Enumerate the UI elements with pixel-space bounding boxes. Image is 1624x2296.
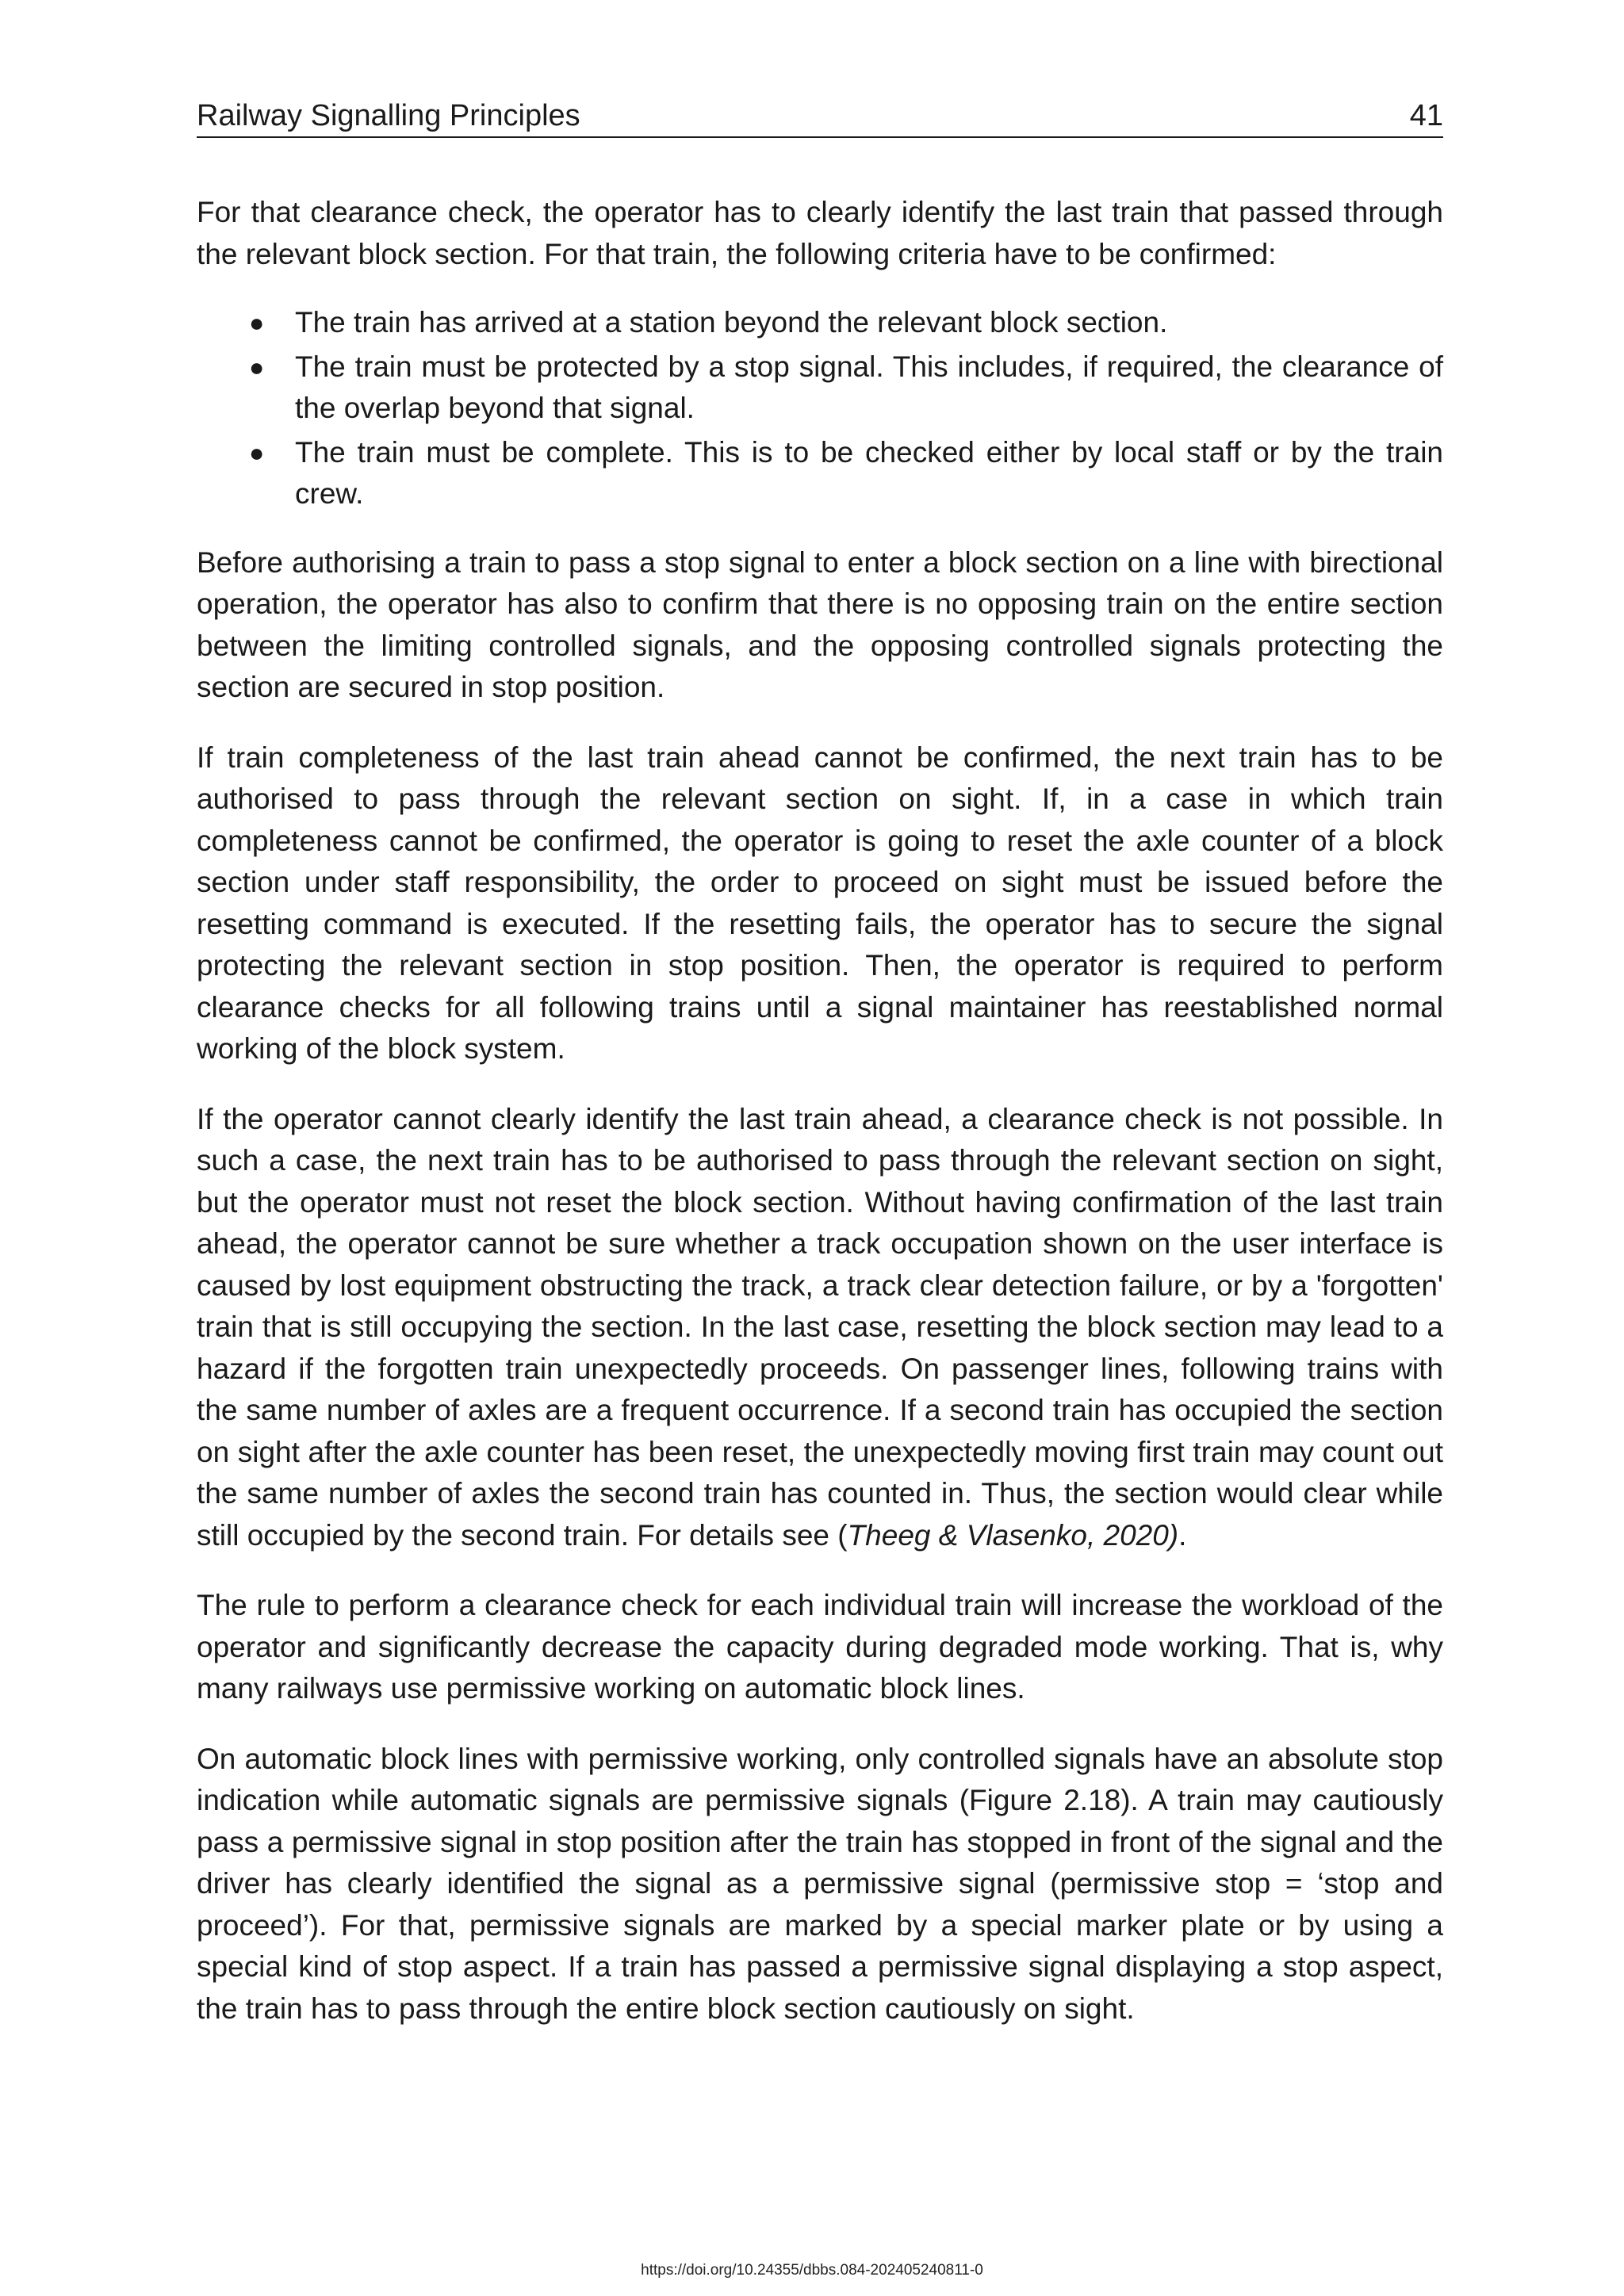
main-text (197, 192, 1443, 2030)
paragraph-intro: For that clearance check, the operator has to clearly identify the last train that passed through the relevant block section. For that train, the following criteria have to be confirmed: (197, 196, 1443, 270)
paragraph-bidirectional: Before authorising a train to pass a stop signal to enter a block section on a line with birectional operation, the operator has also to confirm that there is no opposing train on the entire section between the limiting controlled signals, and the opposing controlled signals protecting the section are secured in stop position. (197, 545, 1443, 703)
header-title: Railway Signalling Principles (197, 99, 580, 132)
citation: Theeg & Vlasenko, 2020) (847, 1518, 1179, 1552)
bullet-icon: ● (249, 438, 265, 467)
page-number: 41 (1409, 99, 1443, 132)
paragraph-identification: If the operator cannot clearly identify the last train ahead, a clearance check is not possible. In such a case, the next train has to be authorised to pass through the relevant section on sight, but the operator must not reset the block section. Without having confirmation of the last train ahead, the operator cannot be sure whether a track occupation shown on the user interface is caused by lost equipment obstructing the track, a track clear detection failure, or by a 'forgotten' train that is still occupying the section. In the last case, resetting the block section may lead to a hazard if the forgotten train unexpectedly proceeds. On passenger lines, following trains with the same number of axles are a frequent occurrence. If a second train has occupied the section on sight after the axle counter has been reset, the unexpectedly moving first train may count out the same number of axles the second train has counted in. Thus, the section would clear while still occupied by the second train. For details see (Theeg & Vlasenko, 2020). (197, 1102, 1443, 1552)
bullet-icon: ● (249, 308, 265, 337)
page-body (197, 95, 1443, 2058)
running-header (197, 95, 1443, 138)
doi-footer: https://doi.org/10.24355/dbbs.084-202405240811-0 (641, 2262, 983, 2279)
bullet-icon: ● (249, 352, 265, 381)
list-item: ● The train must be complete. This is to be checked either by local staff or by the train crew. (197, 432, 1443, 515)
list-item: ● The train has arrived at a station beyond the relevant block section. (197, 302, 1443, 344)
list-item: ● The train must be protected by a stop signal. This includes, if required, the clearance of the overlap beyond that signal. (197, 346, 1443, 430)
criteria-list (197, 302, 1443, 515)
paragraph-permissive: On automatic block lines with permissive working, only controlled signals have an absolute stop indication while automatic signals are permissive signals (Figure 2.18). A train may cautiously pass a permissive signal in stop position after the train has stopped in front of the signal and the driver has clearly identified the signal as a permissive signal (permissive stop = ‘stop and proceed’). For that, permissive signals are marked by a special marker plate or by using a special kind of stop aspect. If a train has passed a permissive signal displaying a stop aspect, the train has to pass through the entire block section cautiously on sight. (197, 1742, 1443, 2025)
paragraph-workload: The rule to perform a clearance check for each individual train will increase the workload of the operator and significantly decrease the capacity during degraded mode working. That is, why many railways use permissive working on automatic block lines. (197, 1589, 1443, 1705)
paragraph-completeness: If train completeness of the last train ahead cannot be confirmed, the next train has to be authorised to pass through the relevant section on sight. If, in a case in which train completeness cannot be confirmed, the operator is going to reset the axle counter of a block section under staff responsibility, the order to proceed on sight must be issued before the resetting command is executed. If the resetting fails, the operator has to secure the signal protecting the relevant section in stop position. Then, the operator is required to perform clearance checks for all following trains until a signal maintainer has reestablished normal working of the block system. (197, 740, 1443, 1065)
